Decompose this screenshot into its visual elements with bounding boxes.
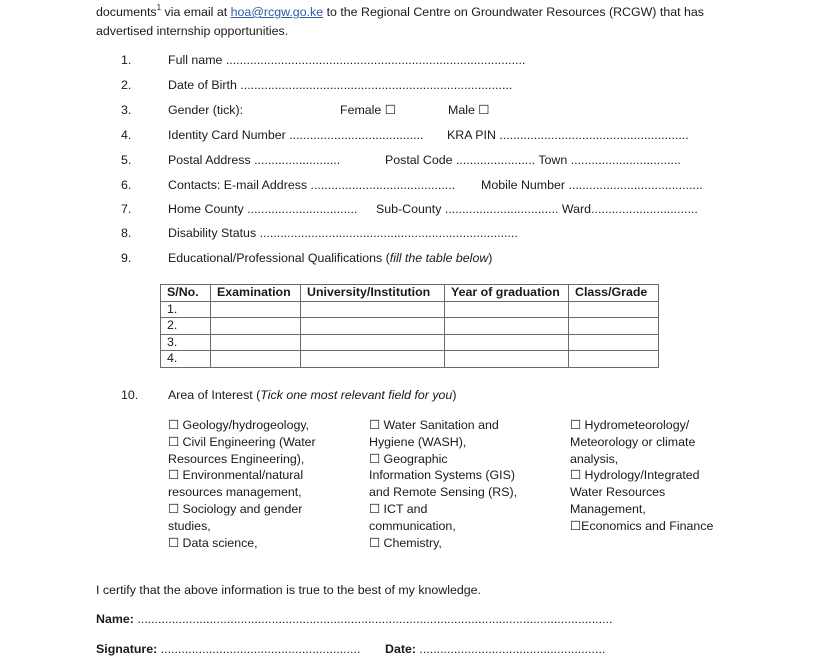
row-number: 1. (161, 301, 211, 318)
signature-label: Signature: (96, 642, 158, 656)
table-row (161, 334, 659, 351)
header-year: Year of graduation (445, 285, 569, 302)
item-number-5: 5. (121, 153, 132, 167)
interest-option-hydrometeorology-cont: Meteorology or climate (570, 434, 696, 449)
date-of-birth-field[interactable]: Date of Birth ............................................................................... (168, 78, 513, 92)
table-row (161, 318, 659, 335)
interest-option-gis-cont: Information Systems (GIS) (369, 468, 515, 483)
interest-option-environmental-cont: resources management, (168, 485, 302, 500)
intro-line-2: advertised internship opportunities. (96, 24, 289, 38)
disability-status-field[interactable]: Disability Status ........................................................................... (168, 226, 518, 240)
interest-option-environmental[interactable]: ☐ Environmental/natural (168, 468, 304, 483)
interest-option-chemistry[interactable]: ☐ Chemistry, (369, 535, 442, 550)
interest-text: Area of Interest ( (168, 388, 261, 402)
mobile-number-field[interactable]: Mobile Number ....................................... (481, 178, 703, 192)
gender-label: Gender (tick): (168, 103, 244, 117)
date-field[interactable] (385, 641, 605, 657)
interest-option-hydrometeorology[interactable]: ☐ Hydrometeorology/ (570, 418, 690, 432)
qualifications-text: Educational/Professional Qualifications ( (168, 251, 390, 265)
id-card-number-field[interactable]: Identity Card Number ....................................... (168, 128, 424, 142)
name-label: Name: (96, 612, 134, 626)
grade-cell[interactable] (569, 351, 659, 368)
header-university: University/Institution (301, 285, 445, 302)
signature-dots: .......................................................... (157, 642, 361, 656)
postal-address-field[interactable]: Postal Address ......................... (168, 153, 341, 167)
interest-option-wash-cont: Hygiene (WASH), (369, 434, 467, 449)
header-examination: Examination (211, 285, 301, 302)
grade-cell[interactable] (569, 301, 659, 318)
certification-statement: I certify that the above information is true to the best of my knowledge. (96, 583, 481, 597)
grade-cell[interactable] (569, 318, 659, 335)
interest-option-hydrometeorology-cont-2: analysis, (570, 451, 619, 466)
home-county-field[interactable]: Home County ................................ (168, 202, 358, 216)
year-cell[interactable] (445, 334, 569, 351)
interest-option-sociology[interactable]: ☐ Sociology and gender (168, 501, 303, 516)
date-label: Date: (385, 642, 416, 656)
table-header-row (161, 285, 659, 302)
year-cell[interactable] (445, 301, 569, 318)
examination-cell[interactable] (211, 334, 301, 351)
year-cell[interactable] (445, 318, 569, 335)
male-checkbox[interactable]: Male ☐ (448, 103, 490, 117)
date-dots: ...................................................... (415, 642, 606, 656)
signature-field[interactable] (96, 641, 360, 657)
item-number-3: 3. (121, 103, 132, 117)
table-row (161, 301, 659, 318)
year-cell[interactable] (445, 351, 569, 368)
institution-cell[interactable] (301, 351, 445, 368)
intro-text-a: documents (96, 5, 157, 19)
grade-cell[interactable] (569, 334, 659, 351)
item-number-7: 7. (121, 202, 132, 216)
interest-option-economics[interactable]: ☐Economics and Finance (570, 518, 714, 533)
header-sno: S/No. (161, 285, 211, 302)
interests-column-3 (570, 417, 745, 535)
row-number: 4. (161, 351, 211, 368)
examination-cell[interactable] (211, 318, 301, 335)
interest-option-civil-engineering[interactable]: ☐ Civil Engineering (Water (168, 434, 316, 449)
interests-column-2 (369, 417, 549, 551)
interest-option-hydrology-cont-2: Management, (570, 501, 646, 516)
interest-option-gis[interactable]: ☐ Geographic (369, 451, 448, 466)
name-dots: .......................................................................................................................................... (133, 612, 613, 626)
interest-option-ict[interactable]: ☐ ICT and (369, 501, 428, 516)
intro-line-1 (96, 4, 704, 20)
intro-text-b: via email at (161, 5, 231, 19)
item-number-2: 2. (121, 78, 132, 92)
table-row (161, 351, 659, 368)
examination-cell[interactable] (211, 351, 301, 368)
postal-code-town-field[interactable]: Postal Code ....................... Town ................................ (385, 153, 681, 167)
female-checkbox[interactable]: Female ☐ (340, 103, 396, 117)
interest-option-data-science[interactable]: ☐ Data science, (168, 535, 258, 550)
kra-pin-field[interactable]: KRA PIN ....................................................... (447, 128, 689, 142)
examination-cell[interactable] (211, 301, 301, 318)
item-number-10: 10. (121, 388, 139, 402)
name-field[interactable] (96, 611, 612, 627)
interest-option-geology[interactable]: ☐ Geology/hydrogeology, (168, 418, 310, 432)
institution-cell[interactable] (301, 318, 445, 335)
interest-option-wash[interactable]: ☐ Water Sanitation and (369, 418, 499, 432)
interests-column-1 (168, 417, 343, 551)
interest-note: Tick one most relevant field for you (260, 388, 453, 402)
interest-option-civil-engineering-cont: Resources Engineering), (168, 451, 305, 466)
item-number-9: 9. (121, 251, 132, 265)
area-of-interest-label (168, 387, 456, 403)
interest-end: ) (452, 388, 457, 402)
interest-option-ict-cont: communication, (369, 518, 456, 533)
sub-county-ward-field[interactable]: Sub-County ................................. Ward............................... (376, 202, 698, 216)
interest-option-hydrology-cont: Water Resources (570, 485, 666, 500)
item-number-6: 6. (121, 178, 132, 192)
item-number-8: 8. (121, 226, 132, 240)
interest-option-gis-cont-2: and Remote Sensing (RS), (369, 485, 518, 500)
footnote-marker: 1 (156, 3, 162, 12)
qualifications-end: ) (488, 251, 493, 265)
item-number-1: 1. (121, 53, 132, 67)
institution-cell[interactable] (301, 334, 445, 351)
full-name-field[interactable]: Full name ....................................................................................... (168, 53, 526, 67)
header-class: Class/Grade (569, 285, 659, 302)
email-link[interactable]: hoa@rcgw.go.ke (230, 5, 324, 19)
qualifications-table (160, 284, 659, 368)
qualifications-label (168, 250, 492, 266)
row-number: 3. (161, 334, 211, 351)
interest-option-sociology-cont: studies, (168, 518, 211, 533)
institution-cell[interactable] (301, 301, 445, 318)
interest-option-hydrology[interactable]: ☐ Hydrology/Integrated (570, 468, 700, 483)
intro-text-c: to the Regional Centre on Groundwater Resources (RCGW) that has (323, 5, 704, 19)
row-number: 2. (161, 318, 211, 335)
qualifications-note: fill the table below (389, 251, 489, 265)
item-number-4: 4. (121, 128, 132, 142)
email-address-field[interactable]: Contacts: E-mail Address .......................................... (168, 178, 456, 192)
